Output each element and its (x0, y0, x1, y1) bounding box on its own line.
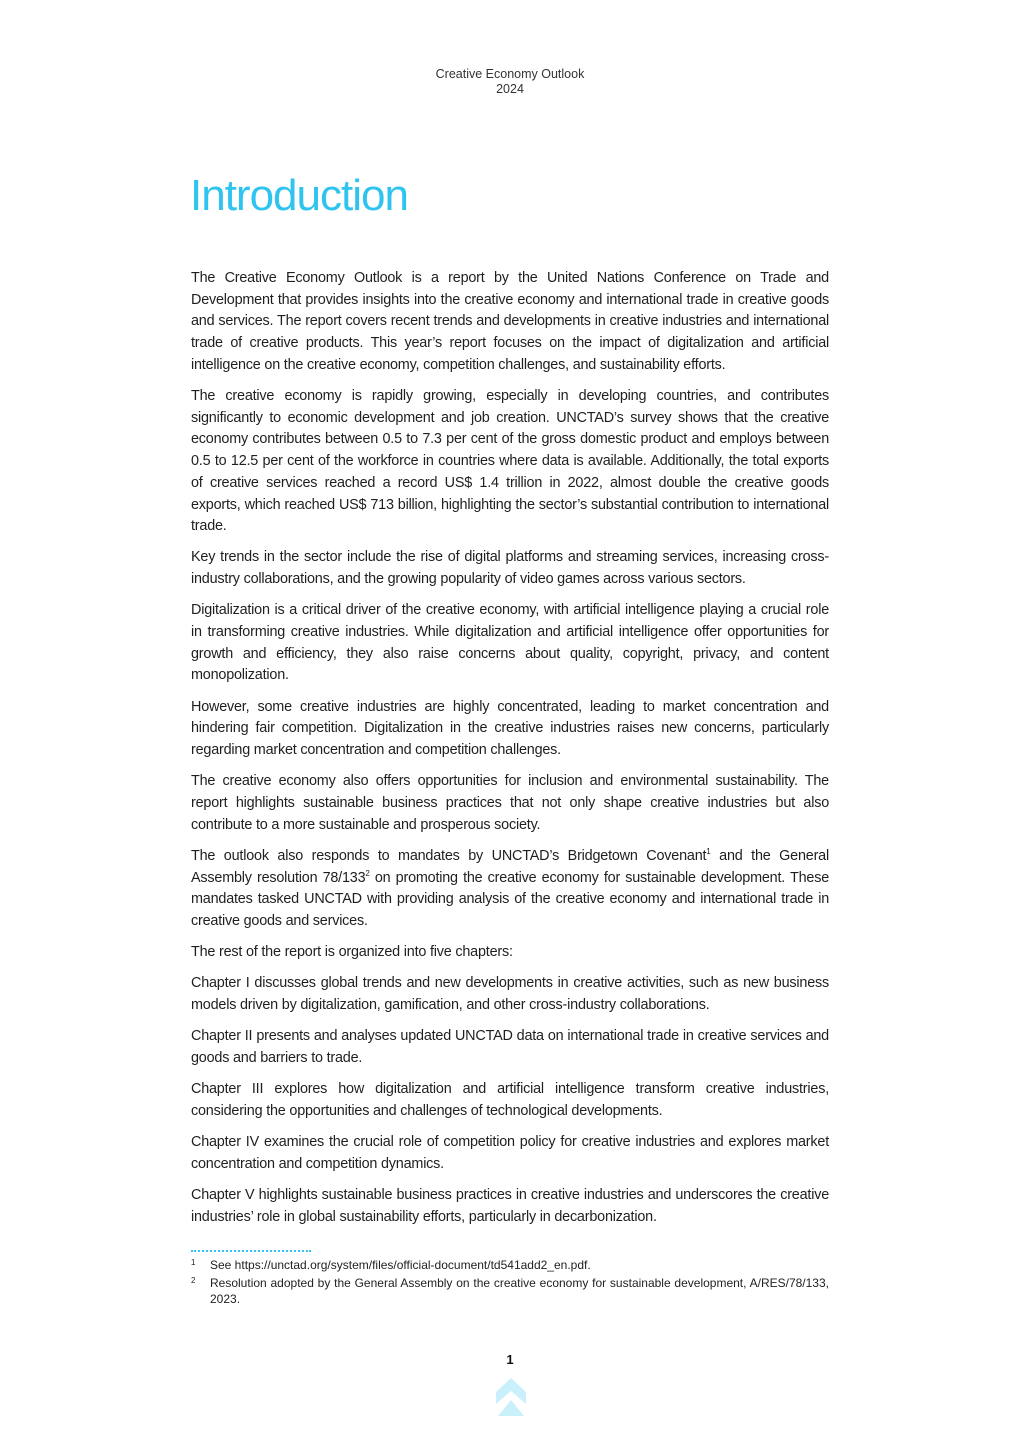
footnote-text: Resolution adopted by the General Assembly on the creative economy for sustainable development, A/RES/78/133, 2023. (210, 1276, 829, 1306)
running-header (0, 67, 1020, 97)
footnote-ref-1[interactable]: 1 (706, 846, 711, 856)
report-year: 2024 (496, 82, 524, 96)
footnote-ref-2[interactable]: 2 (365, 868, 370, 878)
paragraph: The creative economy is rapidly growing, especially in developing countries, and contributes significantly to economic development and job creation. UNCTAD’s survey shows that the creative economy contributes between 0.5 to 7.3 per cent of the gross domestic product and employs between 0.5 to 12.5 per cent of the workforce in countries where data is available. Additionally, the total exports of creative services reached a record US$ 1.4 trillion in 2022, almost double the creative goods exports, which reached US$ 713 billion, highlighting the sector’s substantial contribution to international trade. (191, 388, 829, 535)
body-text (191, 268, 829, 1238)
footnotes (191, 1257, 829, 1309)
footnote-number: 2 (191, 1276, 196, 1285)
paragraph: The creative economy also offers opportunities for inclusion and environmental sustainability. The report highlights sustainable business practices that not only shape creative industries but also contribute to a more sustainable and prosperous society. (191, 773, 829, 833)
footnote-text[interactable]: See https://unctad.org/system/files/official-document/td541add2_en.pdf. (210, 1258, 591, 1272)
report-title: Creative Economy Outlook (435, 67, 585, 81)
double-chevron-up-icon (496, 1378, 526, 1418)
text: on promoting the creative economy for sustainable development. These mandates tasked UNCTAD with providing analysis of the creative economy and international trade in creative goods and services. (191, 869, 830, 929)
text: The outlook also responds to mandates by UNCTAD’s Bridgetown Covenant (191, 847, 707, 864)
back-to-top-button[interactable] (496, 1378, 526, 1418)
footnote-1 (191, 1257, 829, 1273)
page-number: 1 (506, 1352, 514, 1367)
footnote-number: 1 (191, 1258, 196, 1267)
mandates-paragraph (191, 846, 829, 933)
footnote-divider (191, 1250, 311, 1252)
chapter-2-summary: Chapter II presents and analyses updated UNCTAD data on international trade in creative services and goods and barriers to trade. (191, 1028, 829, 1066)
footnote-2 (191, 1275, 829, 1307)
text: and the General Assembly resolution 78/133 (191, 847, 829, 886)
paragraph: Key trends in the sector include the rise of digital platforms and streaming services, increasing cross-industry collaborations, and the growing popularity of video games across various sectors. (191, 549, 829, 588)
paragraph: The Creative Economy Outlook is a report by the United Nations Conference on Trade and Development that provides insights into the creative economy and international trade in creative goods and services. The report covers recent trends and developments in creative industries and international trade of creative products. This year’s report focuses on the impact of digitalization and artificial intelligence on the creative economy, competition challenges, and sustainability efforts. (191, 270, 829, 373)
paragraph: However, some creative industries are highly concentrated, leading to market concentration and hindering fair competition. Digitalization in the creative industries raises new concerns, particularly regarding market concentration and competition challenges. (191, 698, 829, 759)
chapter-3-summary: Chapter III explores how digitalization and artificial intelligence transform creative industries, considering the opportunities and challenges of technological developments. (191, 1081, 829, 1119)
paragraph: Digitalization is a critical driver of the creative economy, with artificial intelligence playing a crucial role in transforming creative industries. While digitalization and artificial intelligence offer opportunities for growth and efficiency, they also raise concerns about quality, copyright, privacy, and content monopolization. (191, 602, 829, 684)
paragraph: The rest of the report is organized into five chapters: (191, 944, 513, 961)
page-title: Introduction (190, 171, 408, 220)
chapter-1-summary: Chapter I discusses global trends and new developments in creative activities, such as new business models driven by digitalization, gamification, and other cross-industry collaborations. (191, 975, 829, 1014)
chapter-5-summary: Chapter V highlights sustainable business practices in creative industries and underscores the creative industries’ role in global sustainability efforts, particularly in decarbonization. (191, 1187, 829, 1225)
chapter-4-summary: Chapter IV examines the crucial role of competition policy for creative industries and explores market concentration and competition dynamics. (191, 1134, 829, 1172)
